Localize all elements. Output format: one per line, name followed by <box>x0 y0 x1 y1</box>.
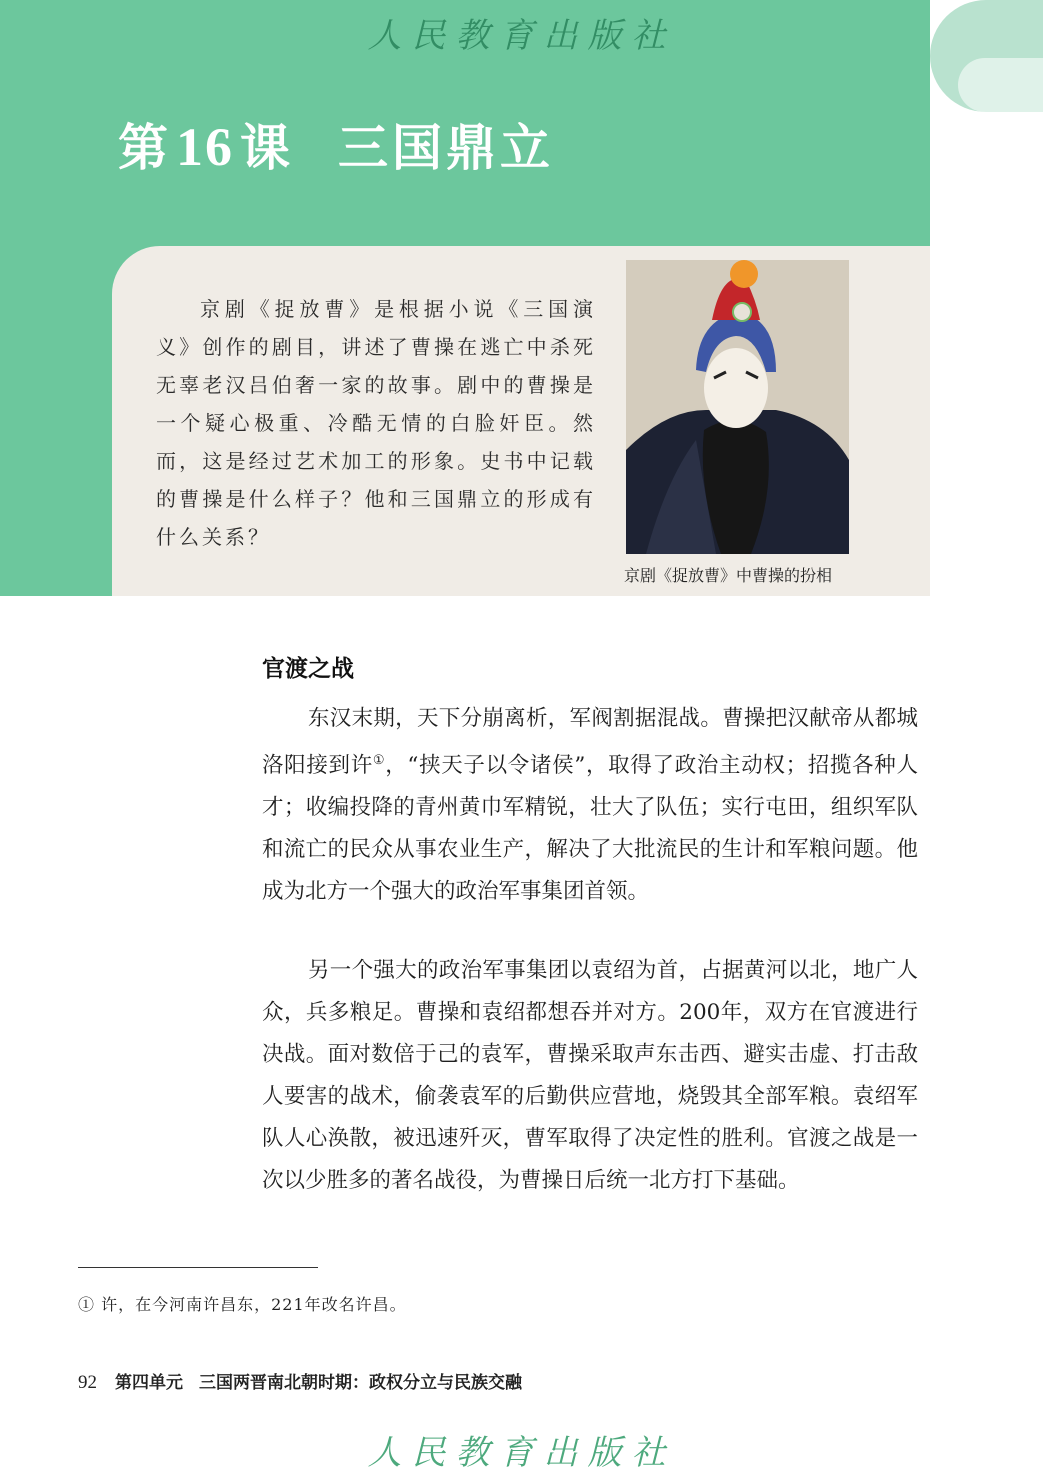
publisher-logo-bottom: 人民教育出版社 <box>367 1433 676 1473</box>
paragraph-2: 另一个强大的政治军事集团以袁绍为首，占据黄河以北，地广人众，兵多粮足。曹操和袁绍都想吞并对方。200年，双方在官渡进行决战。面对数倍于己的袁军，曹操采取声东击西、避实击虚、打击敌人要害的战术，偷袭袁军的后勤供应营地，烧毁其全部军粮。袁绍军队人心涣散，被迅速歼灭，曹军取得了决定性的胜利。官渡之战是一次以少胜多的著名战役，为曹操日后统一北方打下基础。 <box>262 958 918 1193</box>
lesson-prefix: 第 <box>118 118 170 177</box>
cao-cao-opera-portrait <box>626 260 849 554</box>
paragraph-1 <box>262 698 918 913</box>
lesson-suffix: 课 <box>240 118 292 177</box>
paragraph-1-part-b: ，“挟天子以令诸侯”，取得了政治主动权；招揽各种人才；收编投降的青州黄巾军精锐，壮大了队伍；实行屯田，组织军队和流亡的民众从事农业生产，解决了大批流民的生计和军粮问题。他成为北方一个强大的政治军事集团首领。 <box>262 753 918 905</box>
page-number: 92 <box>78 1372 97 1393</box>
section-heading: 官渡之战 <box>262 655 354 682</box>
unit-title: 三国两晋南北朝时期：政权分立与民族交融 <box>199 1373 522 1393</box>
publisher-logo-top: 人民教育出版社 <box>367 16 676 56</box>
footnote: ① 许，在今河南许昌东，221年改名许昌。 <box>78 1295 407 1314</box>
portrait-caption: 京剧《捉放曹》中曹操的扮相 <box>624 566 833 585</box>
lesson-name: 三国鼎立 <box>338 118 554 177</box>
footnote-divider <box>78 1267 318 1268</box>
unit-label: 第四单元 <box>115 1373 183 1393</box>
footnote-marker[interactable]: ① <box>372 753 386 768</box>
lesson-number: 16 <box>176 117 234 177</box>
page-footer <box>78 1368 522 1394</box>
paragraph-1-part-a: 东汉末期，天下分崩离析，军阀割据混战。曹操把汉献帝从都城洛阳接到许 <box>262 706 918 779</box>
intro-text: 京剧《捉放曹》是根据小说《三国演义》创作的剧目，讲述了曹操在逃亡中杀死无辜老汉吕伯奢一家的故事。剧中的曹操是一个疑心极重、冷酷无情的白脸奸臣。然而，这是经过艺术加工的形象。史书中记载的曹操是什么样子？他和三国鼎立的形成有什么关系？ <box>156 297 596 549</box>
lesson-title <box>118 108 554 180</box>
